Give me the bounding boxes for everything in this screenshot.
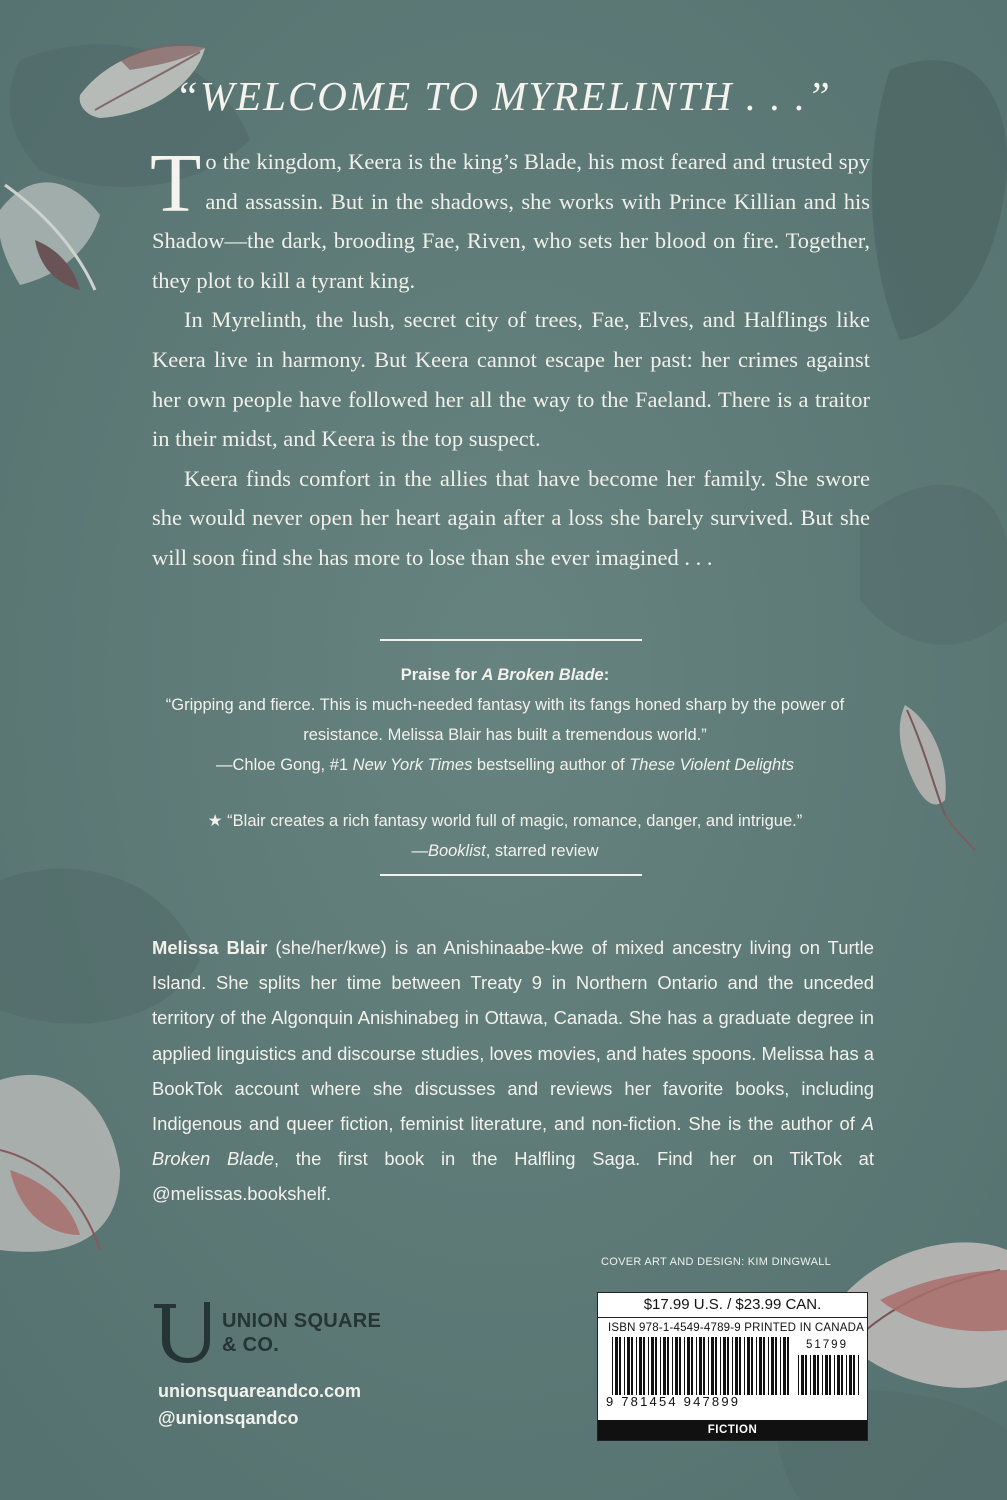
blurb-paragraph-2: In Myrelinth, the lush, secret city of trees, Fae, Elves, and Halflings like Keera live in harmony. But Keera cannot escape her past: her crimes against her own people have followed her all the way to the Faeland. There is a traitor in their midst, and Keera is the top suspect. bbox=[152, 307, 870, 452]
isbn-line: ISBN 978-1-4549-4789-9 PRINTED IN CANADA bbox=[608, 1322, 864, 1334]
author-bio: Melissa Blair (she/her/kwe) is an Anishinaabe-kwe of mixed ancestry living on Turtle Island. She splits her time between Treaty 9 in Northern Ontario and the unceded territory of the Algonquin Anishinabeg in Ottawa, Canada. She has a graduate degree in applied linguistics and discourse studies, loves movies, and hates spoons. Melissa has a BookTok account where she discusses and reviews her favorite books, including Indigenous and queer fiction, feminist literature, and non-fiction. She is the author of A Broken Blade, the first book in the Halfling Saga. Find her on TikTok at @melissas.bookshelf. bbox=[152, 937, 874, 1205]
bio-book-title: A Broken Blade bbox=[152, 1113, 874, 1170]
isbn-barcode bbox=[612, 1337, 792, 1395]
praise-quote-booklist: ★ “Blair creates a rich fantasy world full of magic, romance, danger, and intrigue.” bbox=[207, 812, 803, 830]
barcode-digits: 9 781454 947899 bbox=[606, 1394, 741, 1409]
publisher-logo-icon bbox=[150, 1300, 212, 1364]
drop-cap: T bbox=[150, 137, 202, 230]
blurb-paragraph-1: To the kingdom, Keera is the king’s Blade, his most feared and trusted spy and assassin. But in the shadows, she works with Prince Killian and his Shadow—the dark, brooding Fae, Riven, who sets her blood on fire. Together, they plot to kill a tyrant king. bbox=[150, 137, 870, 293]
praise-attribution-gong: —Chloe Gong, #1 New York Times bestselling author of These Violent Delights bbox=[216, 756, 794, 774]
divider-bottom bbox=[380, 874, 642, 876]
addon-digits: 51799 bbox=[806, 1339, 848, 1351]
praise-heading: Praise for A Broken Blade: bbox=[400, 666, 610, 684]
genre-label: FICTION bbox=[598, 1420, 867, 1440]
headline: “WELCOME TO MYRELINTH . . .” bbox=[175, 73, 832, 119]
publisher-website: unionsquareandco.com bbox=[158, 1381, 362, 1401]
cover-credit: COVER ART AND DESIGN: KIM DINGWALL bbox=[601, 1256, 832, 1268]
star-icon: ★ bbox=[207, 812, 223, 830]
praise-section bbox=[140, 660, 870, 866]
price-line: $17.99 U.S. / $23.99 CAN. bbox=[598, 1293, 867, 1318]
publisher-social-handle: @unionsqandco bbox=[158, 1408, 299, 1428]
praise-quote-gong: “Gripping and fierce. This is much-needed fantasy with its fangs honed sharp by the power of resistance. Melissa Blair has built a tremendous world.” bbox=[165, 696, 845, 744]
book-blurb bbox=[150, 137, 870, 578]
divider-top bbox=[380, 639, 642, 641]
praise-attribution-booklist: —Booklist, starred review bbox=[411, 842, 599, 860]
blurb-paragraph-3: Keera finds comfort in the allies that have become her family. She swore she would never open her heart again after a loss she barely survived. But she will soon find she has more to lose than she ever imagined . . . bbox=[152, 465, 870, 570]
publisher-contact bbox=[158, 1378, 361, 1432]
author-name: Melissa Blair bbox=[152, 937, 268, 958]
publisher-name: UNION SQUARE & CO. bbox=[222, 1310, 382, 1356]
barcode-label bbox=[597, 1292, 868, 1441]
